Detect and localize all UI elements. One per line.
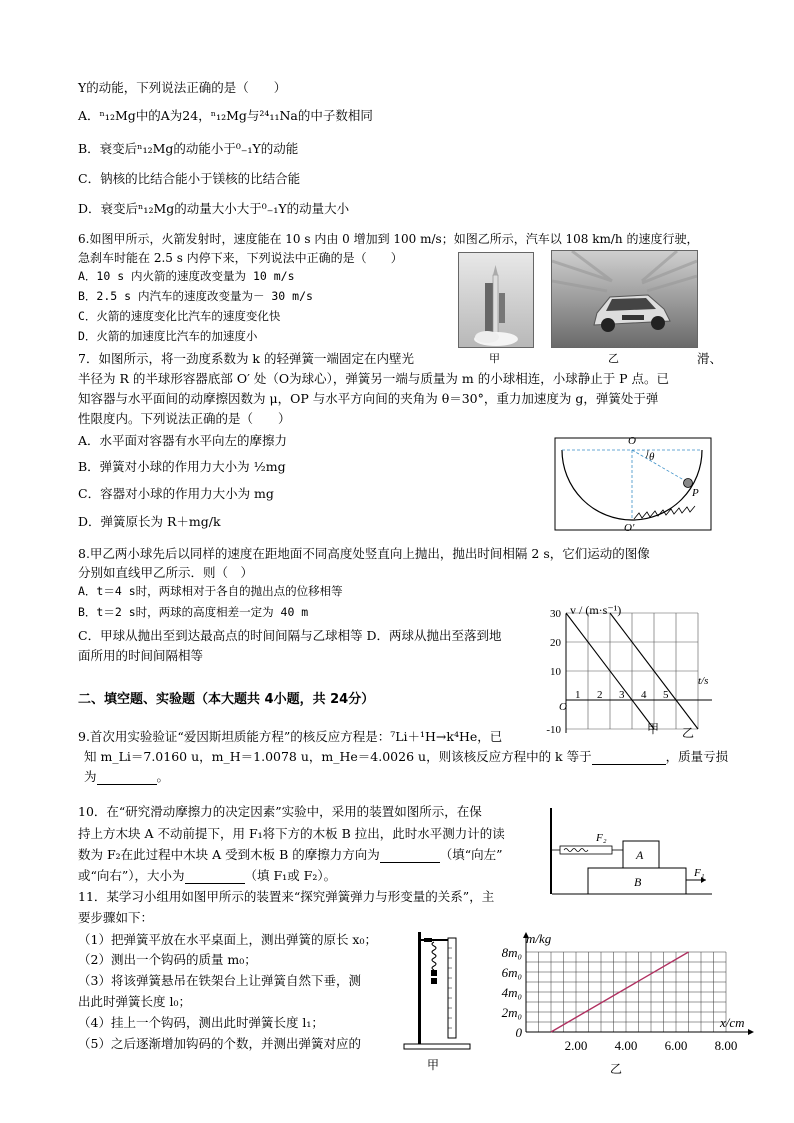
mx-y-tick-label: 8m₀ [501,945,522,960]
q7-stem-line2: 半径为 R 的半球形容器底部 O′ 处（O为球心），弹簧另一端与质量为 m 的小球相连，小球静止于 P 点。已 [78,371,670,386]
mx-y-tick-label: 0 [515,1025,522,1040]
q7-option-b: B．弹簧对小球的作用力大小为 ½mg [78,459,286,474]
rocket-photo [458,252,534,348]
q9-line3-tail: 。 [156,769,170,784]
q8-stem-line1: 8.甲乙两小球先后以同样的速度在距地面不同高度处竖直向上抛出，抛出时间相隔 2 s，它们运动的图像 [78,546,650,561]
q7-stem-line3: 知容器与水平面间的动摩擦因数为 μ，OP 与水平方向间的夹角为 θ＝30°，重力加速度为 g，弹簧处于弹 [78,391,659,406]
car-photo [551,250,698,348]
q10-line3-tail: （填“向左” [439,847,503,862]
q9-line2-tail: ，质量亏损 [665,749,729,764]
q11-step-4: （4）挂上一个钩码，测出此时弹簧长度 l₁； [78,1015,324,1030]
label-B: B [634,875,642,889]
label-O-prime: O′ [624,522,635,534]
q9-blank-mass-defect[interactable] [97,772,157,785]
q8-option-cd-line2: 面所用的时间间隔相等 [78,648,204,663]
q7-option-c: C．容器对小球的作用力大小为 mg [78,486,274,501]
q10-blank-magnitude[interactable] [185,871,245,884]
q6-fig-b-label: 乙 [608,352,619,365]
q11-line1: 11．某学习小组用如图甲所示的装置来“探究弹簧弹力与形变量的关系”，主 [78,889,495,904]
spring-coil [432,942,436,970]
q9-line3-text: 为 [84,769,97,784]
mx-y-tick-label: 6m₀ [501,965,522,980]
q10-line3 [78,845,503,863]
q9-blank-k[interactable] [592,752,666,765]
q11-step-5: （5）之后逐渐增加钩码的个数，并测出弹簧对应的 [78,1036,361,1051]
q6-fig-a-label: 甲 [489,352,500,365]
q6-option-c: C．火箭的速度变化比汽车的速度变化快 [78,309,281,323]
vt-x-tick-label: 2 [597,689,603,701]
car-braking-image [552,251,697,347]
q5-option-c: C．钠核的比结合能小于镁核的比结合能 [78,171,301,186]
q5-stem-tail: Y的动能，下列说法正确的是（ ） [78,80,287,95]
friction-apparatus [548,806,714,896]
q8-option-b: B．t＝2 s时，两球的高度相差一定为 40 m [78,605,309,619]
mx-x-tick-label: 2.00 [564,1038,588,1053]
mx-y-tick-label: 2m₀ [501,1005,522,1020]
q5-option-a: A．ⁿ₁₂Mg中的A为24，ⁿ₁₂Mg与²⁴₁₁Na的中子数相同 [78,108,373,123]
label-theta: θ [649,451,655,463]
q11-step-3: （3）将该弹簧悬吊在铁架台上让弹簧自然下垂，测 [78,973,361,988]
q7-stem-line1a: 7．如图所示，将一劲度系数为 k 的轻弹簧一端固定在内壁光 [78,351,414,366]
q10-line3-text: 数为 F₂在此过程中木块 A 受到木板 B 的摩擦力方向为 [78,847,380,862]
vt-y-tick-label: -10 [546,724,561,736]
rocket-launch-image [459,253,533,347]
label-F1: F₁ [694,867,705,879]
vt-y-tick-label: 30 [550,608,561,620]
q7-option-d: D．弹簧原长为 R＋mg/k [78,514,221,529]
vt-origin-label: O [559,701,567,713]
q9-line3 [84,767,169,785]
q6-stem-line1: 6.如图甲所示，火箭发射时，速度能在 10 s 内由 0 增加到 100 m/s；如图乙所示，汽车以 108 km/h 的速度行驶， [78,232,699,246]
mx-x-arrow [748,1029,754,1035]
q5-option-b: B．衰变后ⁿ₁₂Mg的动能小于⁰₋₁Y的动能 [78,141,299,156]
spring [634,506,695,519]
q7-stem-line4: 性限度内。下列说法正确的是（ ） [78,411,291,426]
q9-line2-text: 知 m_Li＝7.0160 u，m_H＝1.0078 u，m_He＝4.0026 u，则该核反应方程中的 k 等于 [84,749,592,764]
mx-graph [486,926,758,1060]
q10-line2: 持上方木块 A 不动前提下，用 F₁将下方的木板 B 拉出，此时水平测力计的读 [78,826,505,841]
iron-stand-figure [400,928,476,1052]
q9-line1: 9.首次用实验验证“爱因斯坦质能方程”的核反应方程是：⁷Li＋¹H→k⁴He，已 [78,729,503,744]
vt-x-tick-label: 5 [663,689,669,701]
mx-x-axis-label: x/cm [720,1015,745,1030]
vt-y-axis-label: v / (m·s⁻¹) [570,603,622,617]
vt-y-tick-label: 10 [550,666,561,678]
mx-y-axis-label: m/kg [526,931,552,946]
q6-stem-line2: 急刹车时能在 2.5 s 内停下来，下列说法中正确的是（ ） [78,251,403,265]
vt-y-tick-label: 20 [550,637,561,649]
vt-series-label-jia: 甲 [647,722,660,736]
q11-step-2: （2）测出一个钩码的质量 m₀； [78,952,257,967]
q10-line4-tail: （填 F₁或 F₂）。 [244,868,337,883]
q10-line4-text: 或“向右”），大小为 [78,868,185,883]
vt-graph [540,602,716,740]
section2-title: 二、填空题、实验题（本大题共 4小题，共 24分） [78,692,375,707]
label-A: A [636,848,644,862]
q6-option-d: D．火箭的加速度比汽车的加速度小 [78,329,258,343]
q6-option-a: A．10 s 内火箭的速度改变量为 10 m/s [78,269,295,283]
q7-stem-line1b: 滑、 [697,351,723,366]
q8-stem-line2: 分别如直线甲乙所示．则（ ） [78,565,254,580]
mx-x-tick-label: 4.00 [614,1038,638,1053]
q11-line2: 要步骤如下： [78,910,154,925]
q9-line2 [84,747,728,765]
q11-step-1: （1）把弹簧平放在水平桌面上，测出弹簧的原长 x₀； [78,932,377,947]
q8-option-a: A．t＝4 s时，两球相对于各自的抛出点的位移相等 [78,584,343,598]
mx-x-tick-label: 8.00 [714,1038,738,1053]
label-F2: F₂ [596,832,607,844]
q5-option-d: D．衰变后ⁿ₁₂Mg的动量大小大于⁰₋₁Y的动量大小 [78,201,350,216]
vt-x-tick-label: 3 [619,689,625,701]
q10-line1: 10．在“研究滑动摩擦力的决定因素”实验中，采用的装置如图所示，在保 [78,804,482,819]
q7-option-a: A．水平面对容器有水平向左的摩擦力 [78,433,288,448]
vt-x-axis-label: t/s [698,675,709,687]
vt-series-label-yi: 乙 [682,726,695,740]
q10-line4 [78,866,336,884]
mx-x-tick-label: 6.00 [664,1038,688,1053]
q11-fig-b-label: 乙 [610,1062,623,1076]
vt-x-tick-label: 4 [641,689,647,701]
label-O: O [628,435,636,447]
mx-y-tick-label: 4m₀ [501,985,522,1000]
q11-fig-a-label: 甲 [427,1058,440,1072]
vt-x-tick-label: 1 [575,689,581,701]
q6-option-b: B．2.5 s 内汽车的速度改变量为－ 30 m/s [78,289,313,303]
hemisphere-figure [554,430,714,534]
q8-option-cd-line1: C．甲球从抛出至到达最高点的时间间隔与乙球相等 D．两球从抛出至落到地 [78,628,502,643]
q10-blank-direction[interactable] [380,850,440,863]
label-P: P [692,487,699,499]
q11-step-3-cont: 出此时弹簧长度 l₀； [78,994,191,1009]
